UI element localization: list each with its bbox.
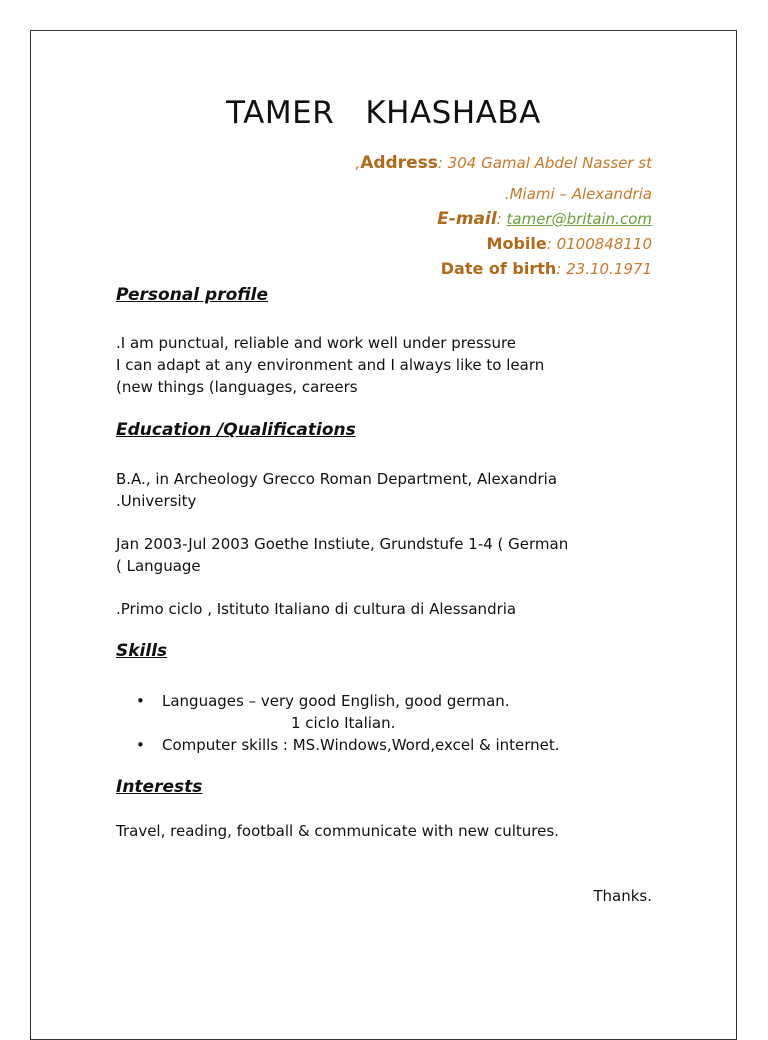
personal-profile-text (116, 332, 544, 398)
email-link[interactable]: tamer@britain.com (506, 210, 652, 228)
skills-sub-line: 1 ciclo Italian. (291, 714, 396, 732)
personal-line: .I am punctual, reliable and work well under pressure (116, 334, 517, 352)
mobile-label: Mobile (486, 234, 547, 253)
email-label: E-mail (437, 209, 497, 229)
mobile-separator: : (546, 235, 557, 253)
skills-item-text: Languages – very good English, good german. (162, 692, 510, 710)
address-line-2: .Miami – Alexandria (504, 185, 652, 203)
education-entry (116, 468, 557, 512)
address-value: 304 Gamal Abdel Nasser st (447, 154, 652, 172)
address-separator: : (437, 154, 448, 172)
dob-line (441, 259, 652, 278)
education-line: ( Language (116, 557, 201, 575)
interests-heading: Interests (116, 777, 203, 797)
candidate-name: TAMER KHASHABA (226, 95, 541, 131)
closing-text: Thanks. (593, 887, 652, 905)
dob-value: 23.10.1971 (566, 260, 652, 278)
mobile-value: 0100848110 (556, 235, 652, 253)
email-separator: : (496, 210, 507, 228)
education-line: B.A., in Archeology Grecco Roman Department, Alexandria (116, 470, 558, 488)
address-label: Address (360, 153, 438, 173)
education-line: .University (116, 492, 197, 510)
personal-line: I can adapt at any environment and I always like to learn (116, 356, 545, 374)
mobile-line (487, 234, 652, 253)
bullet-icon: • (136, 736, 145, 754)
personal-profile-heading: Personal profile (116, 285, 269, 305)
resume-page (30, 30, 737, 1040)
skills-list-item (136, 734, 560, 756)
education-line: .Primo ciclo , Istituto Italiano di cultura di Alessandria (116, 600, 517, 618)
skills-item-text: Computer skills : MS.Windows,Word,excel & internet. (162, 736, 560, 754)
education-entry (116, 598, 516, 620)
bullet-icon: • (136, 692, 145, 710)
email-line (437, 209, 652, 229)
education-heading: Education /Qualifications (116, 420, 356, 440)
address-prefix: , (355, 154, 361, 172)
interests-text: Travel, reading, football & communicate with new cultures. (116, 822, 559, 840)
address-line (355, 153, 652, 173)
dob-label: Date of birth (440, 259, 557, 278)
dob-separator: : (556, 260, 567, 278)
skills-list-item (136, 690, 510, 712)
skills-heading: Skills (116, 641, 168, 661)
education-line: Jan 2003-Jul 2003 Goethe Instiute, Grundstufe 1-4 ( German (116, 535, 569, 553)
personal-line: (new things (languages, careers (116, 378, 358, 396)
education-entry (116, 533, 568, 577)
